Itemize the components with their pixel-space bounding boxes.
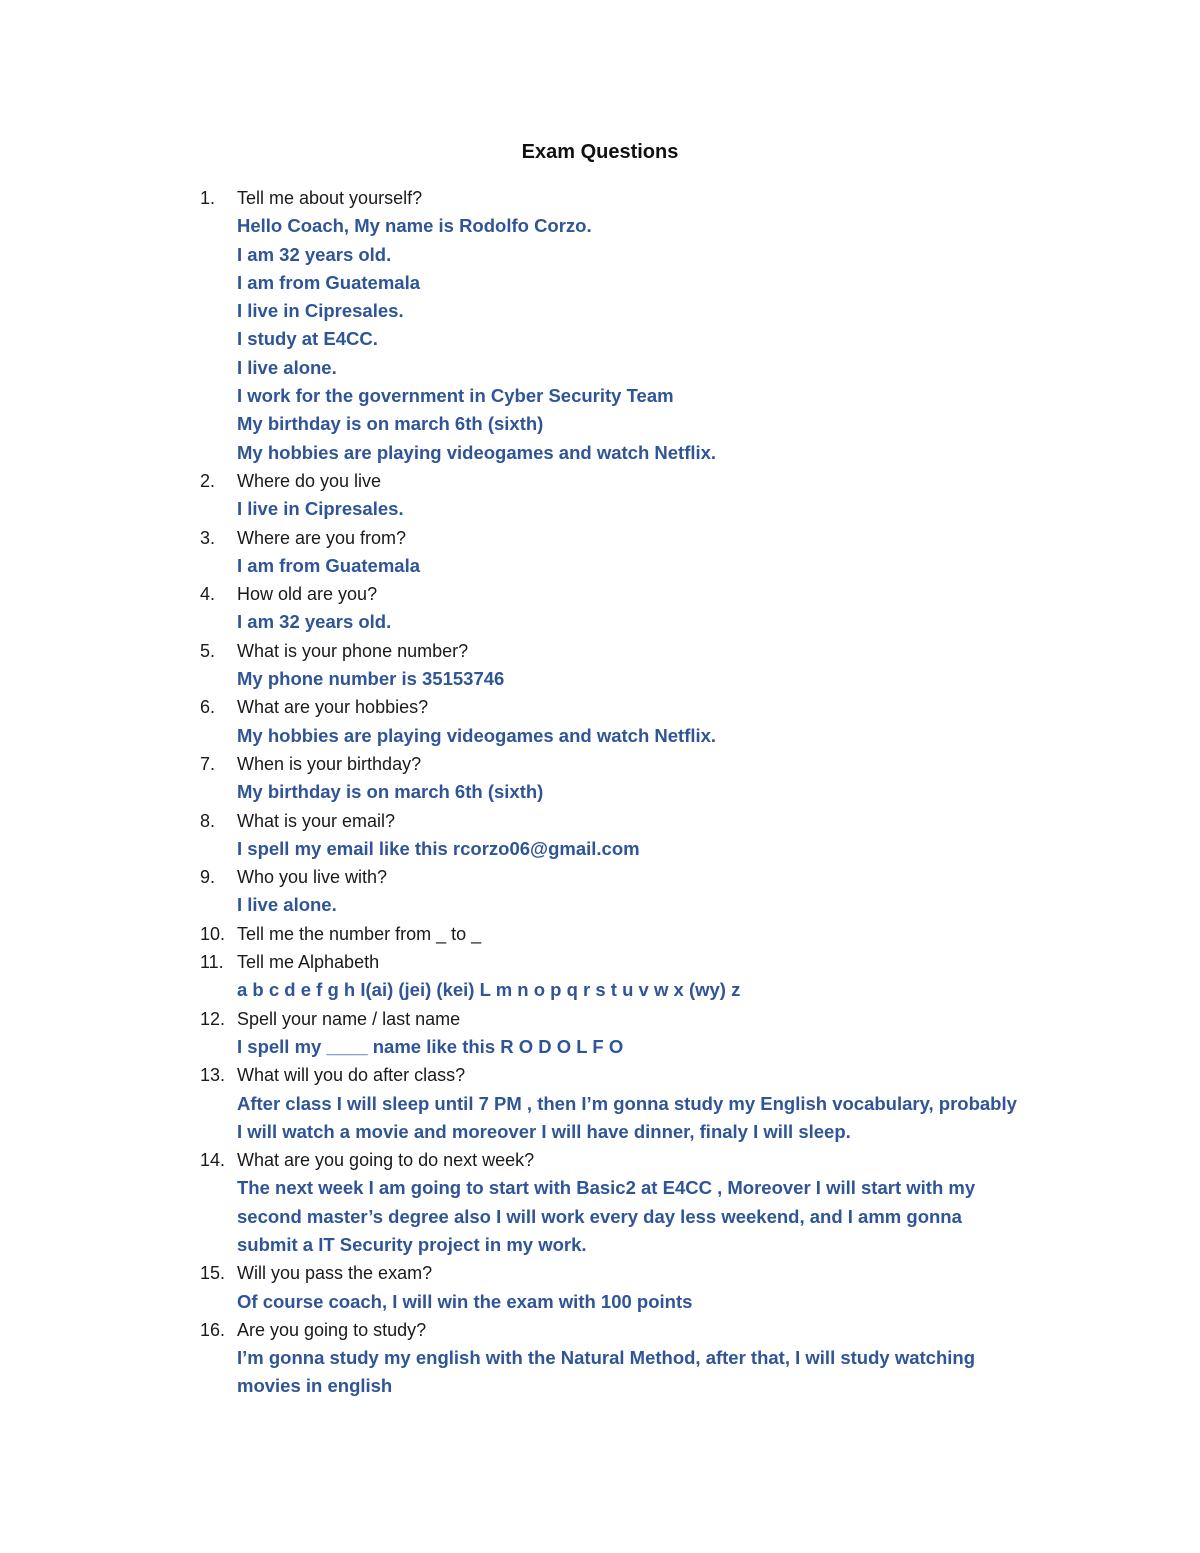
question-item — [0, 524, 1200, 581]
question-text: Will you pass the exam? — [237, 1263, 433, 1284]
question-number: 4. — [200, 584, 216, 605]
answer-line: My birthday is on march 6th (sixth) — [237, 781, 544, 803]
answer-line: My birthday is on march 6th (sixth) — [237, 413, 544, 435]
question-number: 8. — [200, 810, 216, 831]
answer-line: The next week I am going to start with Basic2 at E4CC , Moreover I will start with my — [237, 1177, 976, 1199]
question-number: 5. — [200, 640, 216, 661]
question-text: What are you going to do next week? — [237, 1150, 535, 1171]
page-title: Exam Questions — [521, 141, 679, 163]
question-text: Who you live with? — [237, 867, 388, 888]
question-text: What will you do after class? — [237, 1065, 466, 1086]
answer-block — [237, 495, 1037, 523]
question-item — [0, 467, 1200, 524]
answer-block — [237, 1033, 1037, 1061]
question-number: 16. — [200, 1319, 226, 1340]
question-item — [0, 863, 1200, 920]
answer-line: My phone number is 35153746 — [237, 668, 505, 690]
question-item — [0, 920, 1200, 948]
question-text: What is your phone number? — [237, 640, 469, 661]
answer-block — [237, 1344, 1037, 1401]
answer-line: I spell my ____ name like this R O D O L F O — [237, 1035, 624, 1057]
question-item — [0, 693, 1200, 750]
answer-line: My hobbies are playing videogames and watch Netflix. — [237, 441, 717, 463]
question-number: 13. — [200, 1065, 226, 1086]
answer-block — [237, 665, 1037, 693]
question-item — [0, 184, 1200, 467]
question-text: Where are you from? — [237, 527, 407, 548]
answer-line: second master’s degree also I will work every day less weekend, and I amm gonna — [237, 1205, 962, 1227]
question-number: 14. — [200, 1150, 226, 1171]
answer-block — [237, 552, 1037, 580]
question-text: What are your hobbies? — [237, 697, 429, 718]
question-item — [0, 1146, 1200, 1259]
question-text: Where do you live — [237, 470, 382, 491]
question-item — [0, 948, 1200, 1005]
answer-block — [237, 212, 1037, 467]
question-number: 1. — [200, 188, 216, 208]
answer-line: I work for the government in Cyber Security Team — [237, 385, 674, 407]
question-number: 3. — [200, 527, 216, 548]
answer-block — [237, 1288, 1037, 1316]
question-text: Tell me the number from _ to _ — [237, 923, 482, 944]
question-item — [0, 1061, 1200, 1146]
answer-line: submit a IT Security project in my work. — [237, 1233, 587, 1255]
question-number: 12. — [200, 1008, 226, 1029]
question-number: 2. — [200, 470, 216, 491]
answer-line: I am from Guatemala — [237, 271, 421, 293]
question-item — [0, 750, 1200, 807]
answer-line: Hello Coach, My name is Rodolfo Corzo. — [237, 215, 592, 237]
answer-line: I live alone. — [237, 356, 337, 378]
answer-block — [237, 778, 1037, 806]
question-item — [0, 1259, 1200, 1316]
question-number: 15. — [200, 1263, 226, 1284]
question-text: Spell your name / last name — [237, 1008, 461, 1029]
answer-line: Of course coach, I will win the exam with 100 points — [237, 1290, 693, 1312]
answer-block — [237, 1174, 1037, 1259]
answer-line: I’m gonna study my english with the Natural Method, after that, I will study watching — [237, 1347, 976, 1369]
answer-block — [237, 722, 1037, 750]
question-item — [0, 1316, 1200, 1401]
question-list — [0, 184, 1200, 1401]
answer-block — [237, 608, 1037, 636]
question-number: 10. — [200, 923, 226, 944]
question-number: 6. — [200, 697, 216, 718]
question-number: 11. — [200, 952, 224, 973]
answer-line: I am from Guatemala — [237, 554, 421, 576]
answer-line: movies in english — [237, 1375, 393, 1397]
answer-line: I am 32 years old. — [237, 243, 392, 265]
question-text: Are you going to study? — [237, 1319, 427, 1340]
answer-line: a b c d e f g h I(ai) (jei) (kei) L m n o p q r s t u v w x (wy) z — [237, 979, 741, 1001]
answer-block — [237, 976, 1037, 1004]
question-item — [0, 580, 1200, 637]
question-text: Tell me Alphabeth — [237, 952, 380, 973]
answer-line: I live alone. — [237, 894, 337, 916]
question-text: When is your birthday? — [237, 753, 422, 774]
question-text: How old are you? — [237, 584, 378, 605]
answer-line: After class I will sleep until 7 PM , then I’m gonna study my English vocabulary, probably — [237, 1092, 1017, 1114]
question-item — [0, 807, 1200, 864]
answer-line: I study at E4CC. — [237, 328, 378, 350]
question-text: Tell me about yourself? — [237, 188, 423, 208]
question-item — [0, 1005, 1200, 1062]
answer-block — [237, 891, 1037, 919]
answer-line: I live in Cipresales. — [237, 498, 404, 520]
answer-line: My hobbies are playing videogames and watch Netflix. — [237, 724, 717, 746]
question-number: 7. — [200, 753, 216, 774]
answer-line: I spell my email like this rcorzo06@gmail.com — [237, 837, 640, 859]
answer-block — [237, 1090, 1037, 1147]
answer-line: I am 32 years old. — [237, 611, 392, 633]
question-number: 9. — [200, 867, 216, 888]
question-item — [0, 637, 1200, 694]
answer-line: I live in Cipresales. — [237, 300, 404, 322]
answer-block — [237, 835, 1037, 863]
answer-line: I will watch a movie and moreover I will have dinner, finaly I will sleep. — [237, 1120, 851, 1142]
question-text: What is your email? — [237, 810, 396, 831]
